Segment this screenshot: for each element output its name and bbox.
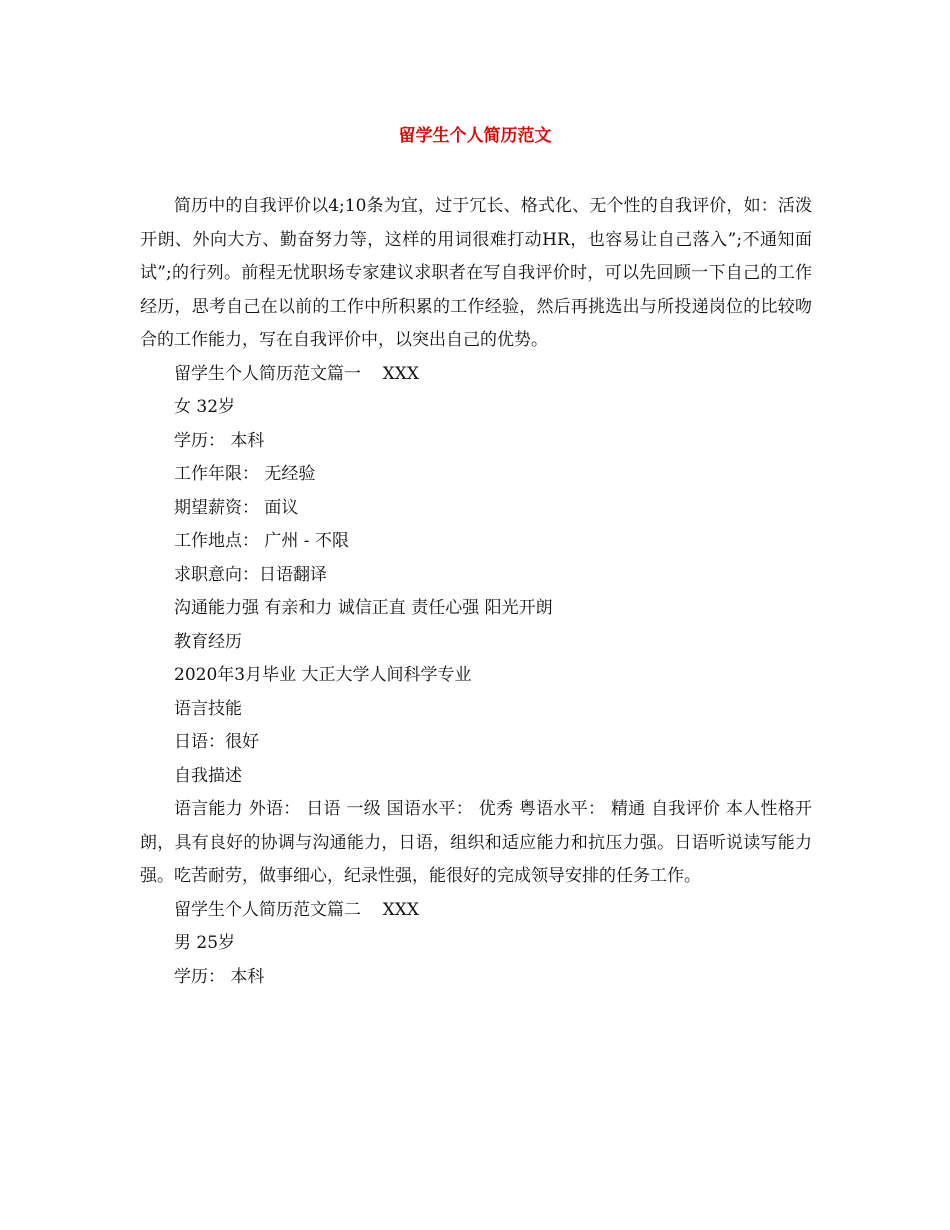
sample1-education-heading: 教育经历	[174, 631, 242, 652]
sample1-location: 工作地点： 广州 - 不限	[174, 531, 349, 551]
sample1-traits: 沟通能力强 有亲和力 诚信正直 责任心强 阳光开朗	[174, 598, 553, 618]
sample1-language-heading: 语言技能	[174, 698, 242, 719]
document-title: 留学生个人简历范文	[398, 126, 552, 146]
sample1-self-description: 语言能力 外语： 日语 一级 国语水平： 优秀 粤语水平： 精通 自我评价 本人性格开朗，具有良好的协调与沟通能力，日语，组织和适应能力和抗压力强。日语听说读写能力强。吃苦耐劳，做事细心，纪录性强，能很好的完成领导安排的任务工作。	[140, 799, 812, 886]
sample1-heading: 留学生个人简历范文篇一 XXX	[174, 363, 419, 384]
sample2-education: 学历： 本科	[174, 966, 265, 987]
sample2-gender-age: 男 25岁	[174, 933, 236, 953]
sample1-language-detail: 日语：很好	[174, 732, 259, 752]
sample1-gender-age: 女 32岁	[174, 397, 236, 417]
sample1-education-detail: 2020年3月毕业 大正大学人间科学专业	[174, 665, 472, 685]
sample1-education: 学历： 本科	[174, 430, 265, 451]
intro-paragraph: 简历中的自我评价以4;10条为宜，过于冗长、格式化、无个性的自我评价，如：活泼开朗、外向大方、勤奋努力等，这样的用词很难打动HR，也容易让自己落入”;不通知面试”;的行列。前程无忧职场专家建议求职者在写自我评价时，可以先回顾一下自己的工作经历，思考自己在以前的工作中所积累的工作经验，然后再挑选出与所投递岗位的比较吻合的工作能力，写在自我评价中，以突出自己的优势。	[140, 196, 812, 350]
sample2-heading: 留学生个人简历范文篇二 XXX	[174, 899, 419, 920]
sample1-intention: 求职意向：日语翻译	[174, 564, 327, 585]
sample1-salary: 期望薪资： 面议	[174, 497, 299, 518]
document-body	[140, 190, 812, 994]
sample1-work-years: 工作年限： 无经验	[174, 464, 316, 484]
sample1-self-heading: 自我描述	[174, 765, 242, 786]
